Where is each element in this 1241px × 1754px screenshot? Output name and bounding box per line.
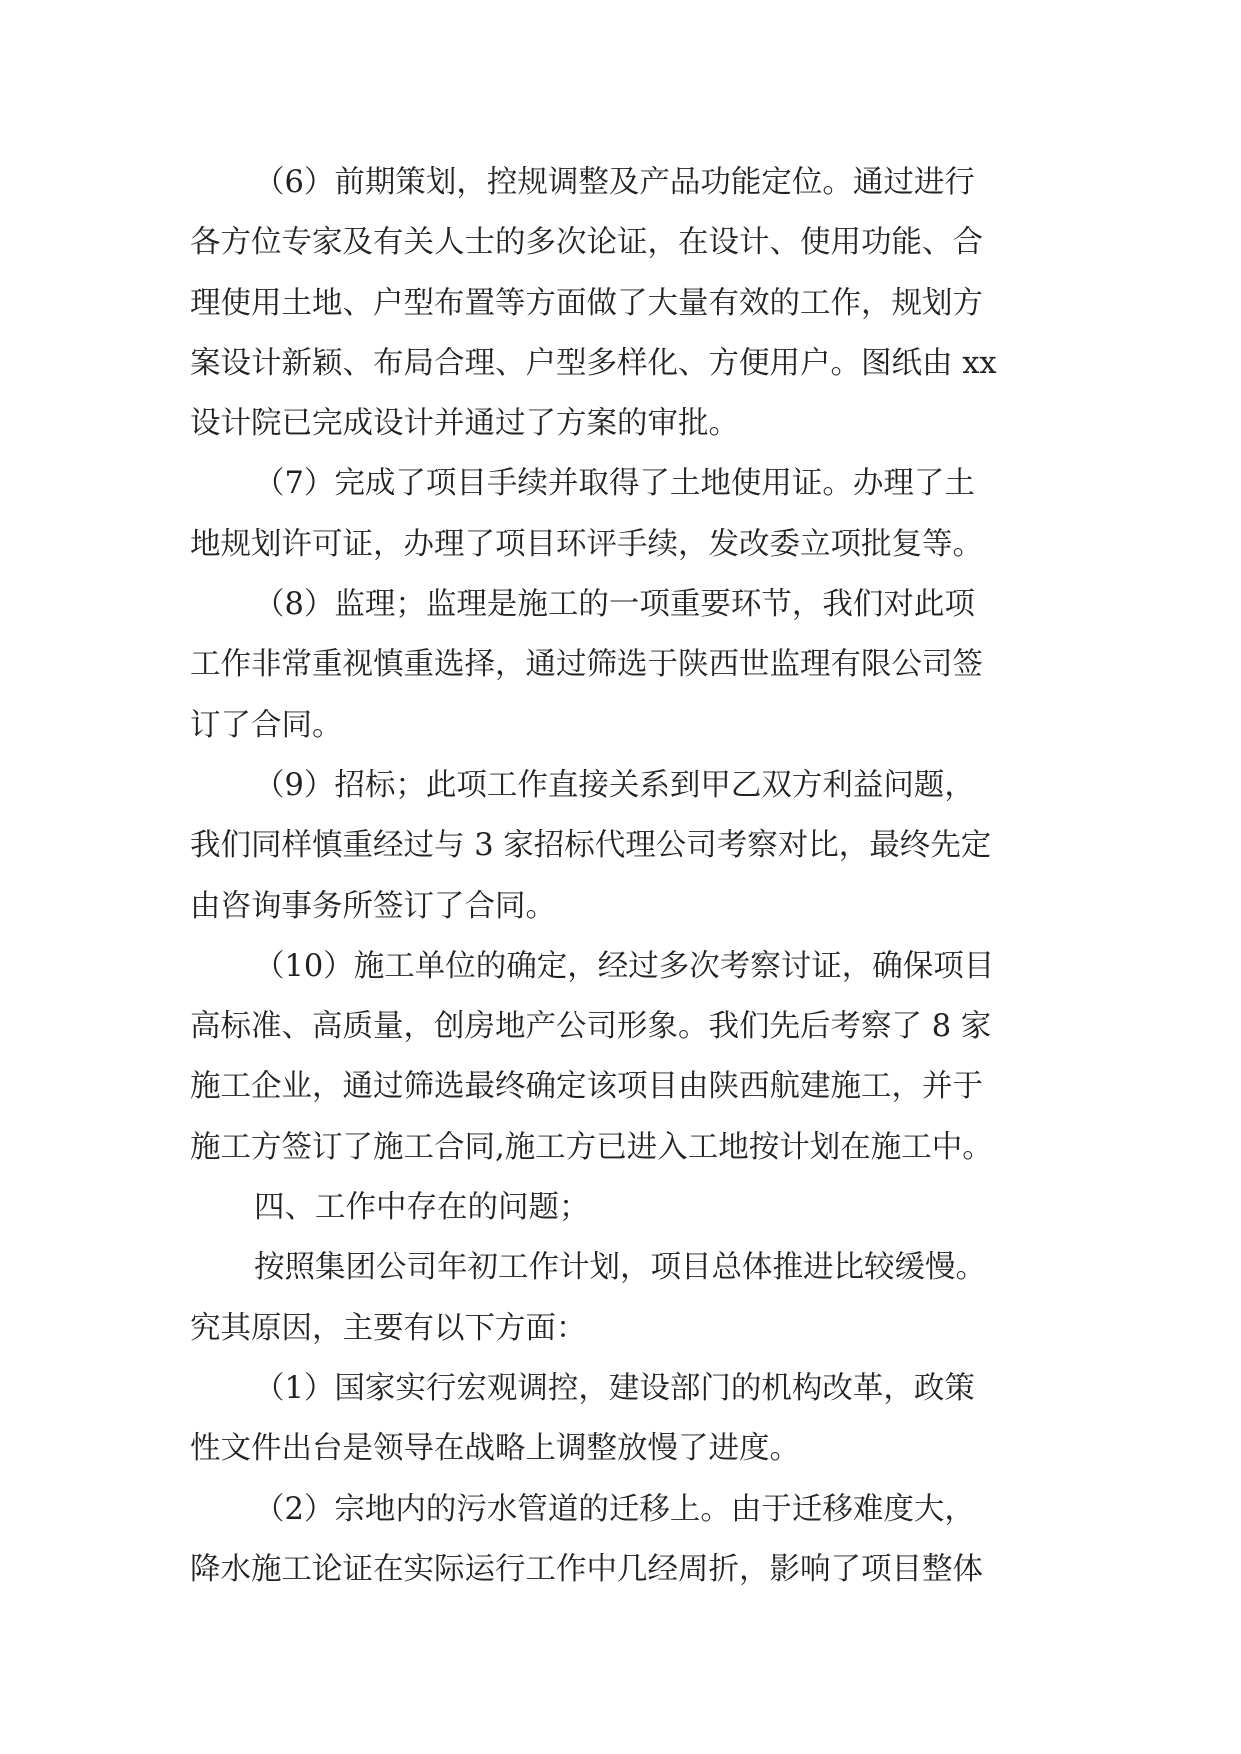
body-line: （10）施工单位的确定，经过多次考察讨证，确保项目 (254, 948, 995, 984)
section-heading: 四、工作中存在的问题； (254, 1190, 590, 1226)
body-line: 地规划许可证，办理了项目环评手续，发改委立项批复等。 (190, 526, 983, 562)
body-line: 案设计新颖、布局合理、户型多样化、方便用户。图纸由 xx (190, 345, 997, 381)
body-line: （7）完成了项目手续并取得了土地使用证。办理了土 (254, 466, 975, 502)
body-line: 由咨询事务所签订了合同。 (190, 888, 556, 924)
document-body (190, 153, 1060, 1600)
body-line: （8）监理；监理是施工的一项重要环节，我们对此项 (254, 587, 975, 623)
body-line: 施工方签订了施工合同,施工方已进入工地按计划在施工中。 (190, 1129, 993, 1165)
body-line: 施工企业，通过筛选最终确定该项目由陕西航建施工，并于 (190, 1069, 983, 1105)
body-line: 设计院已完成设计并通过了方案的审批。 (190, 406, 739, 442)
body-line: （6）前期策划，控规调整及产品功能定位。通过进行 (254, 165, 975, 200)
body-line: 按照集团公司年初工作计划，项目总体推进比较缓慢。 (254, 1250, 986, 1286)
body-line: 理使用土地、户型布置等方面做了大量有效的工作，规划方 (190, 285, 983, 321)
body-line: 订了合同。 (190, 707, 343, 743)
body-line: 我们同样慎重经过与 3 家招标代理公司考察对比，最终先定 (190, 828, 992, 864)
body-line: 高标准、高质量，创房地产公司形象。我们先后考察了 8 家 (190, 1009, 992, 1045)
body-line: 性文件出台是领导在战略上调整放慢了进度。 (190, 1431, 800, 1467)
body-line: 究其原因，主要有以下方面： (190, 1310, 587, 1346)
body-line: 降水施工论证在实际运行工作中几经周折，影响了项目整体 (190, 1551, 983, 1587)
body-line: （2）宗地内的污水管道的迁移上。由于迁移难度大， (254, 1491, 975, 1527)
body-line: （9）招标；此项工作直接关系到甲乙双方利益问题， (254, 767, 975, 803)
body-line: 工作非常重视慎重选择，通过筛选于陕西世监理有限公司签 (190, 647, 983, 683)
body-line: （1）国家实行宏观调控，建设部门的机构改革，政策 (254, 1370, 975, 1406)
body-line: 各方位专家及有关人士的多次论证，在设计、使用功能、合 (190, 225, 983, 261)
